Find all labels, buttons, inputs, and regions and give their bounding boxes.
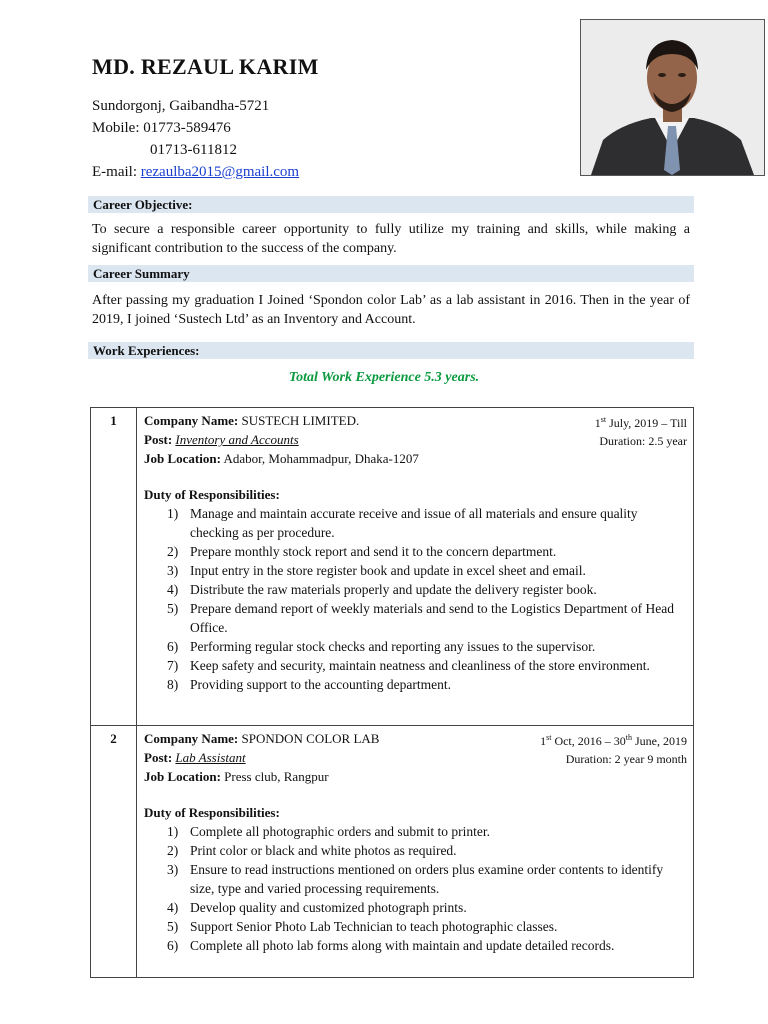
- post-title: Lab Assistant: [175, 750, 246, 765]
- list-item: 5) Prepare demand report of weekly materials and send to the Logistics Department of Head Office.: [167, 601, 674, 635]
- mobile-number-2: 01713-611812: [150, 142, 237, 158]
- job-number: 2: [91, 726, 137, 978]
- email-label: E-mail:: [92, 164, 137, 180]
- list-item: 4) Develop quality and customized photograph prints.: [167, 900, 467, 915]
- career-objective-text: To secure a responsible career opportunity to fully utilize my training and skills, while making a significant contribution to the success of the company.: [92, 222, 690, 256]
- duty-heading: Duty of Responsibilities:: [144, 487, 280, 502]
- mobile-line: [92, 117, 299, 139]
- list-item: 3) Input entry in the store register book and update in excel sheet and email.: [167, 563, 586, 578]
- job-dates: [595, 411, 687, 450]
- profile-photo-illustration: [581, 20, 764, 175]
- section-career-objective-title: Career Objective:: [88, 196, 694, 213]
- list-item: 2) Prepare monthly stock report and send it to the concern department.: [167, 544, 557, 559]
- list-item: 3) Ensure to read instructions mentioned on orders plus examine order contents to identify size, type and varied processing requirements.: [167, 862, 664, 896]
- post-label: Post:: [144, 432, 173, 447]
- job-date-range: 1st July, 2019 – Till: [594, 415, 687, 430]
- job-duration: Duration: 2 year 9 month: [565, 752, 687, 766]
- job-location: Adabor, Mohammadpur, Dhaka-1207: [223, 451, 419, 466]
- list-item: 4) Distribute the raw materials properly and update the delivery register book.: [167, 582, 597, 597]
- total-work-experience: Total Work Experience 5.3 years.: [288, 370, 480, 385]
- list-item: 5) Support Senior Photo Lab Technician to teach photographic classes.: [167, 919, 558, 934]
- location-line: [144, 449, 687, 468]
- location-label: Job Location:: [144, 451, 221, 466]
- company-name: SPONDON COLOR LAB: [241, 731, 380, 746]
- list-item: 7) Keep safety and security, maintain neatness and cleanliness of the store environment.: [167, 658, 650, 673]
- work-experience-table: [90, 407, 694, 978]
- profile-photo: [580, 19, 765, 176]
- table-row: [91, 408, 694, 726]
- location-line: [144, 767, 687, 786]
- table-row: [91, 726, 694, 978]
- candidate-name: MD. REZAUL KARIM: [92, 54, 319, 79]
- mobile-label: Mobile:: [92, 120, 140, 136]
- job-dates: [540, 729, 687, 768]
- job-date-range: 1st Oct, 2016 – 30th June, 2019: [540, 733, 687, 748]
- email-link[interactable]: rezaulba2015@gmail.com: [140, 164, 300, 180]
- list-item: 8) Providing support to the accounting department.: [167, 677, 451, 692]
- list-item: 2) Print color or black and white photos as required.: [167, 843, 457, 858]
- job-details: [137, 408, 694, 726]
- job-number: 1: [91, 408, 137, 726]
- email-line: [92, 161, 299, 183]
- job-details: [137, 726, 694, 978]
- company-name: SUSTECH LIMITED.: [241, 413, 360, 428]
- address: Sundorgonj, Gaibandha-5721: [92, 98, 270, 114]
- list-item: 1) Manage and maintain accurate receive and issue of all materials and ensure quality checking as per procedure.: [167, 506, 638, 540]
- mobile-number-1: 01773-589476: [143, 120, 231, 136]
- company-label: Company Name:: [144, 731, 239, 746]
- duty-list: [144, 504, 687, 694]
- company-label: Company Name:: [144, 413, 239, 428]
- job-location: Press club, Rangpur: [224, 769, 329, 784]
- post-title: Inventory and Accounts: [175, 432, 299, 447]
- list-item: 6) Performing regular stock checks and reporting any issues to the supervisor.: [167, 639, 596, 654]
- duty-heading: Duty of Responsibilities:: [144, 805, 280, 820]
- list-item: 1) Complete all photographic orders and submit to printer.: [167, 824, 490, 839]
- post-label: Post:: [144, 750, 173, 765]
- section-work-experience-title: Work Experiences:: [88, 342, 694, 359]
- contact-block: [92, 95, 299, 183]
- job-duration: Duration: 2.5 year: [599, 434, 687, 448]
- section-career-summary-title: Career Summary: [88, 265, 694, 282]
- location-label: Job Location:: [144, 769, 221, 784]
- list-item: 6) Complete all photo lab forms along with maintain and update detailed records.: [167, 938, 615, 953]
- duty-list: [144, 822, 687, 955]
- career-summary-text: After passing my graduation I Joined ‘Spondon color Lab’ as a lab assistant in 2016. Then in the year of 2019, I joined ‘Sustech Ltd’ as an Inventory and Account.: [92, 293, 690, 327]
